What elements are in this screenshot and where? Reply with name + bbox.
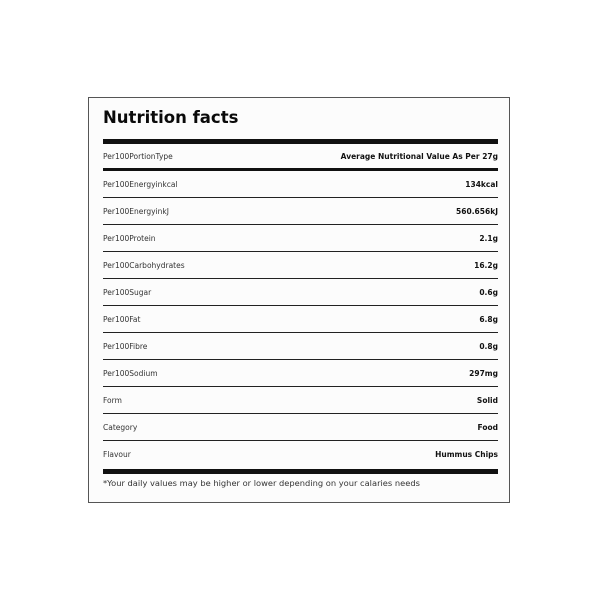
- nutrition-facts-panel: [88, 97, 510, 503]
- nutrition-row-category: [103, 414, 498, 441]
- row-label: Per100Fat: [103, 314, 141, 324]
- row-label: Category: [103, 422, 138, 432]
- row-label: Flavour: [103, 450, 131, 459]
- bottom-thick-divider: [103, 469, 498, 474]
- row-label: Per100Sugar: [103, 287, 152, 297]
- nutrition-title: Nutrition facts: [103, 108, 239, 127]
- row-label: Per100Protein: [103, 233, 156, 243]
- nutrition-row-fibre: [103, 333, 498, 360]
- row-value: 134kcal: [465, 179, 498, 189]
- nutrition-row-sugar: [103, 279, 498, 306]
- row-value: Average Nutritional Value As Per 27g: [340, 151, 498, 161]
- row-value: 16.2g: [474, 260, 498, 270]
- row-label: Per100Carbohydrates: [103, 260, 185, 270]
- nutrition-row-fat: [103, 306, 498, 333]
- nutrition-row-energy-kcal: [103, 171, 498, 198]
- row-value: Hummus Chips: [435, 450, 498, 459]
- nutrition-row-energy-kj: [103, 198, 498, 225]
- nutrition-row-sodium: [103, 360, 498, 387]
- row-value: 2.1g: [479, 233, 498, 243]
- daily-values-footnote: *Your daily values may be higher or lower depending on your calaries needs: [103, 478, 420, 488]
- row-label: Per100EnergyinkJ: [103, 206, 169, 216]
- row-value: 560.656kJ: [456, 206, 498, 216]
- nutrition-row-form: [103, 387, 498, 414]
- row-value: 0.6g: [479, 287, 498, 297]
- row-value: 297mg: [469, 368, 498, 378]
- row-label: Per100Energyinkcal: [103, 179, 178, 189]
- nutrition-row-flavour: [103, 441, 498, 468]
- row-value: 0.8g: [479, 341, 498, 351]
- nutrition-table: [103, 144, 498, 468]
- row-value: Solid: [476, 395, 498, 405]
- nutrition-row-protein: [103, 225, 498, 252]
- row-label: Per100PortionType: [103, 151, 173, 161]
- row-value: Food: [477, 422, 498, 432]
- row-label: Form: [103, 395, 122, 405]
- nutrition-row-portion-type: [103, 144, 498, 171]
- row-value: 6.8g: [479, 314, 498, 324]
- row-label: Per100Sodium: [103, 368, 158, 378]
- nutrition-row-carbohydrates: [103, 252, 498, 279]
- row-label: Per100Fibre: [103, 341, 148, 351]
